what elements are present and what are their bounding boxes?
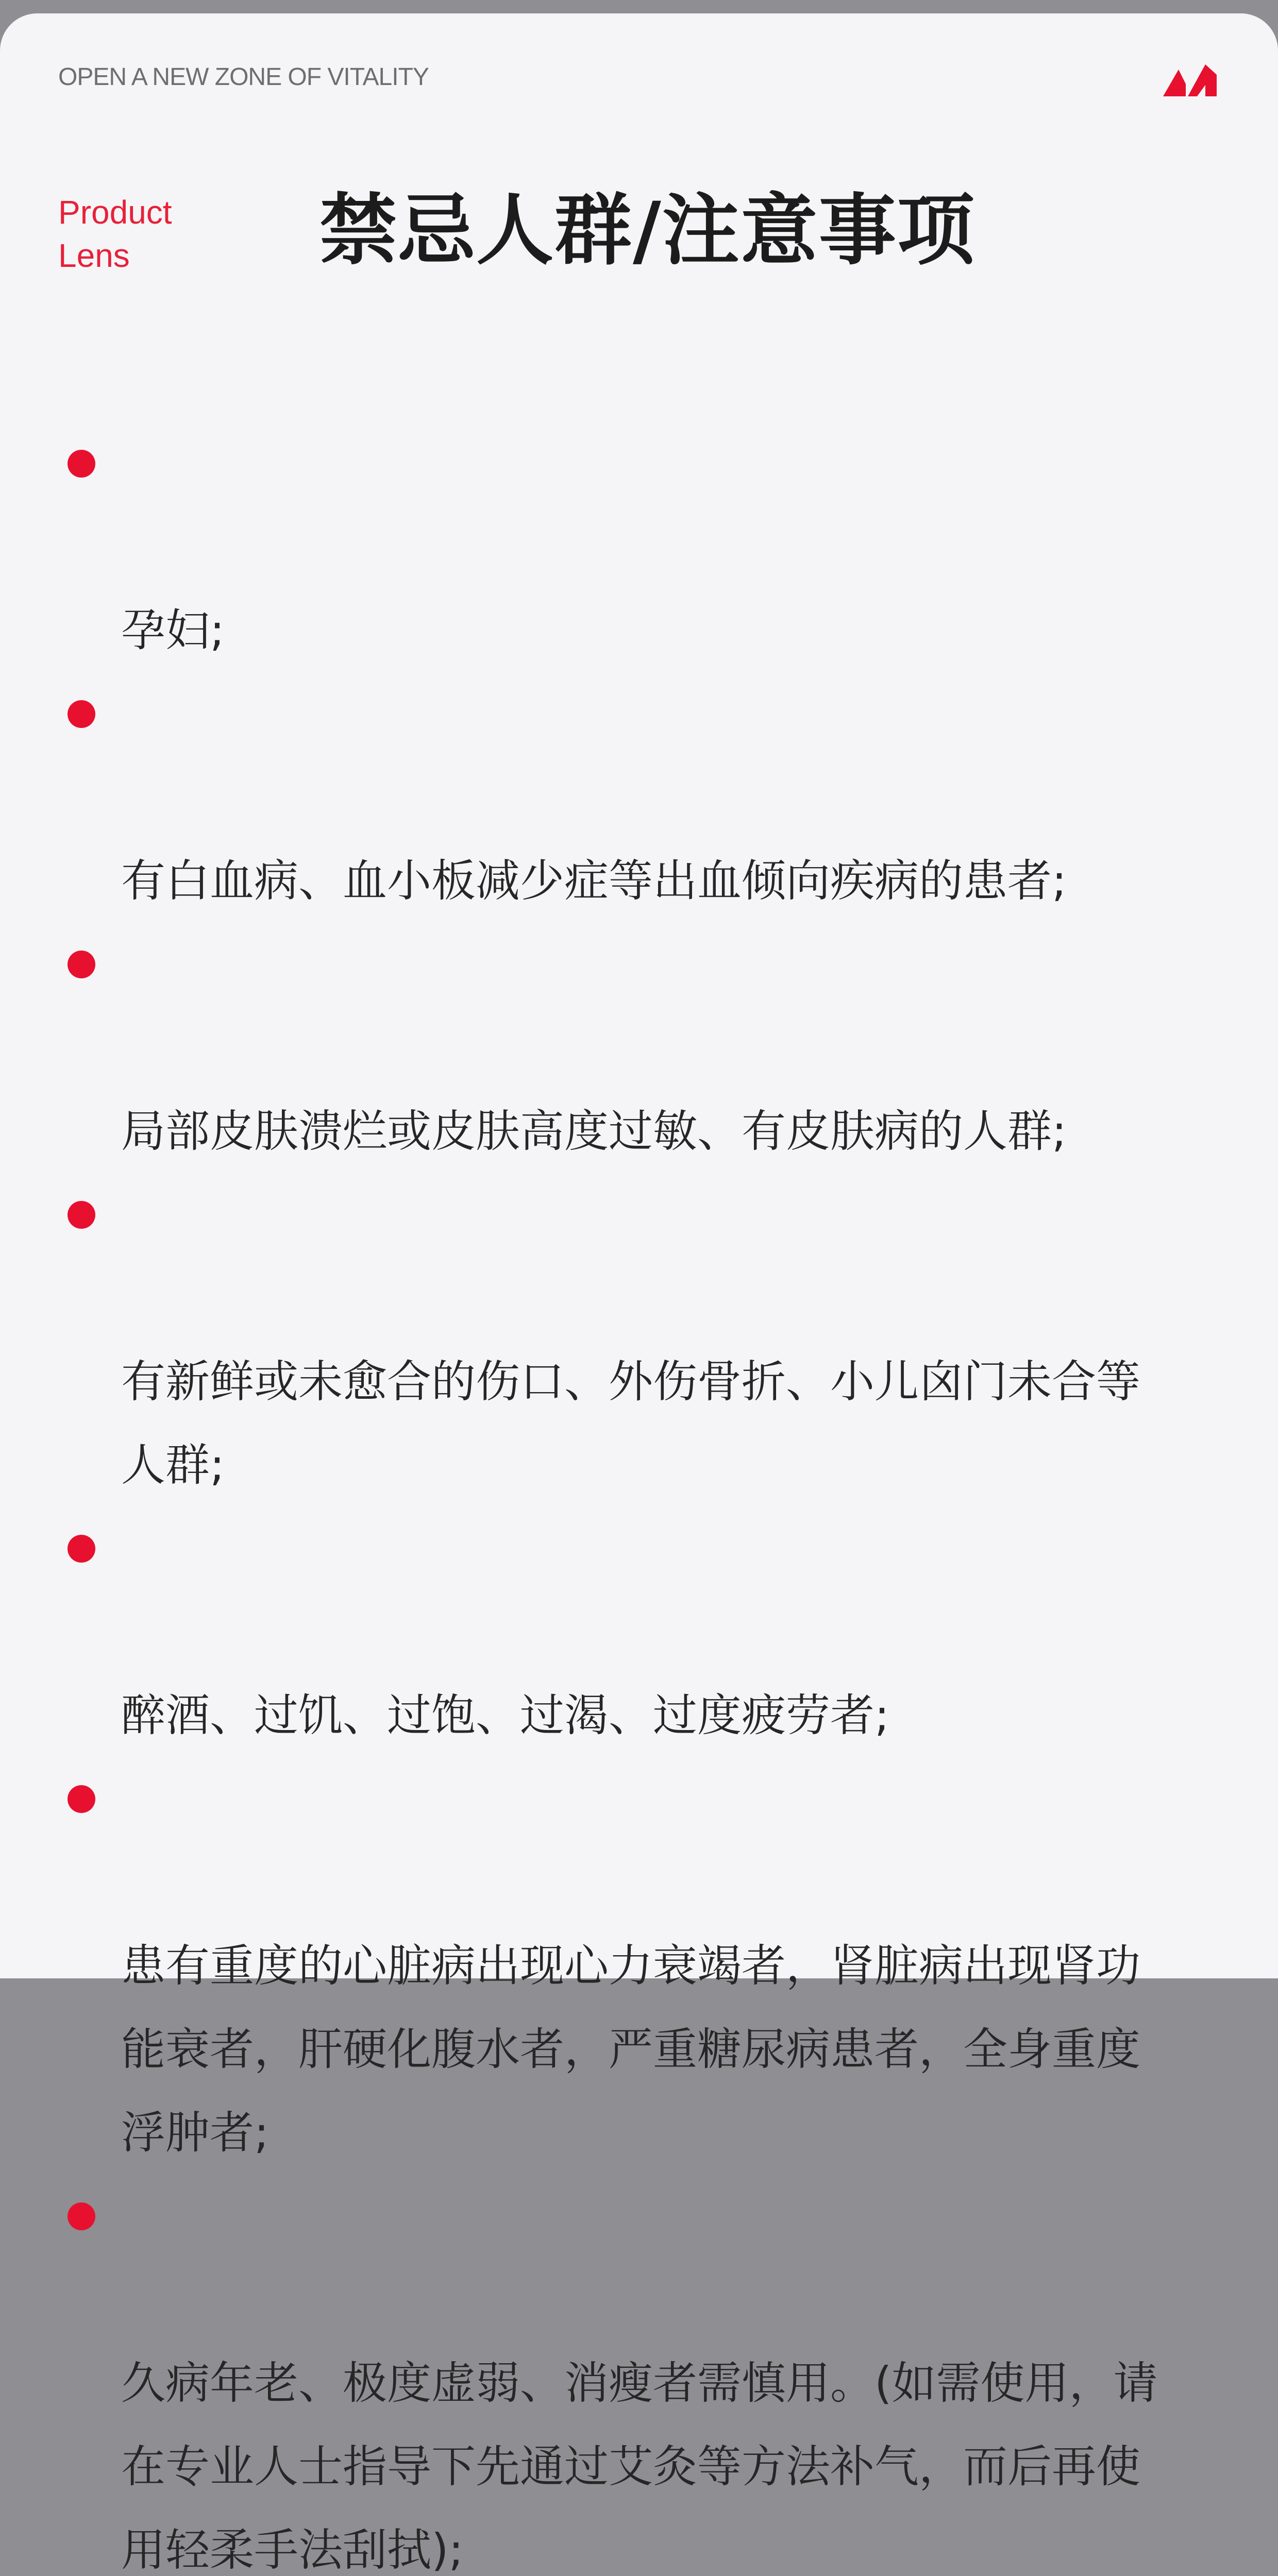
bullet-dot-icon [68, 2202, 95, 2230]
contraindication-list [0, 422, 1278, 2576]
list-item [0, 422, 1278, 672]
bullet-dot-icon [68, 1535, 95, 1563]
list-item [0, 1173, 1278, 1507]
list-item [0, 923, 1278, 1173]
list-item-text: 有新鲜或未愈合的伤口、外伤骨折、小儿囟门未合等 人群; [121, 1356, 1140, 1491]
bullet-dot-icon [68, 450, 95, 478]
bullet-dot-icon [68, 1201, 95, 1229]
brand-tagline: OPEN A NEW ZONE OF VITALITY [58, 63, 429, 91]
section-label [58, 191, 172, 277]
list-item-text: 患有重度的心脏病出现心力衰竭者，肾脏病出现肾功 能衰者，肝硬化腹水者，严重糖尿病患者，全身重度 浮肿者; [121, 1940, 1140, 2159]
list-item-text: 有白血病、血小板减少症等出血倾向疾病的患者; [121, 855, 1067, 907]
bullet-dot-icon [68, 1785, 95, 1813]
list-item [0, 2175, 1278, 2576]
section-label-line1: Product [58, 194, 172, 231]
list-item-text: 孕妇; [121, 605, 225, 656]
bullet-dot-icon [68, 700, 95, 728]
list-item [0, 1507, 1278, 1757]
bullet-dot-icon [68, 951, 95, 978]
list-item-text: 醉酒、过饥、过饱、过渴、过度疲劳者; [121, 1690, 889, 1741]
list-item [0, 672, 1278, 923]
section-label-line2: Lens [58, 237, 130, 274]
brand-logo-icon [1163, 64, 1217, 96]
list-item-text: 局部皮肤溃烂或皮肤高度过敏、有皮肤病的人群; [121, 1106, 1067, 1157]
list-item-text: 久病年老、极度虚弱、消瘦者需慎用。(如需使用，请 在专业人士指导下先通过艾灸等方法补气，而后再使 用轻柔手法刮拭); [121, 2358, 1158, 2576]
page-title: 禁忌人群/注意事项 [320, 186, 976, 276]
list-item [0, 1757, 1278, 2175]
document-card [0, 13, 1278, 2576]
